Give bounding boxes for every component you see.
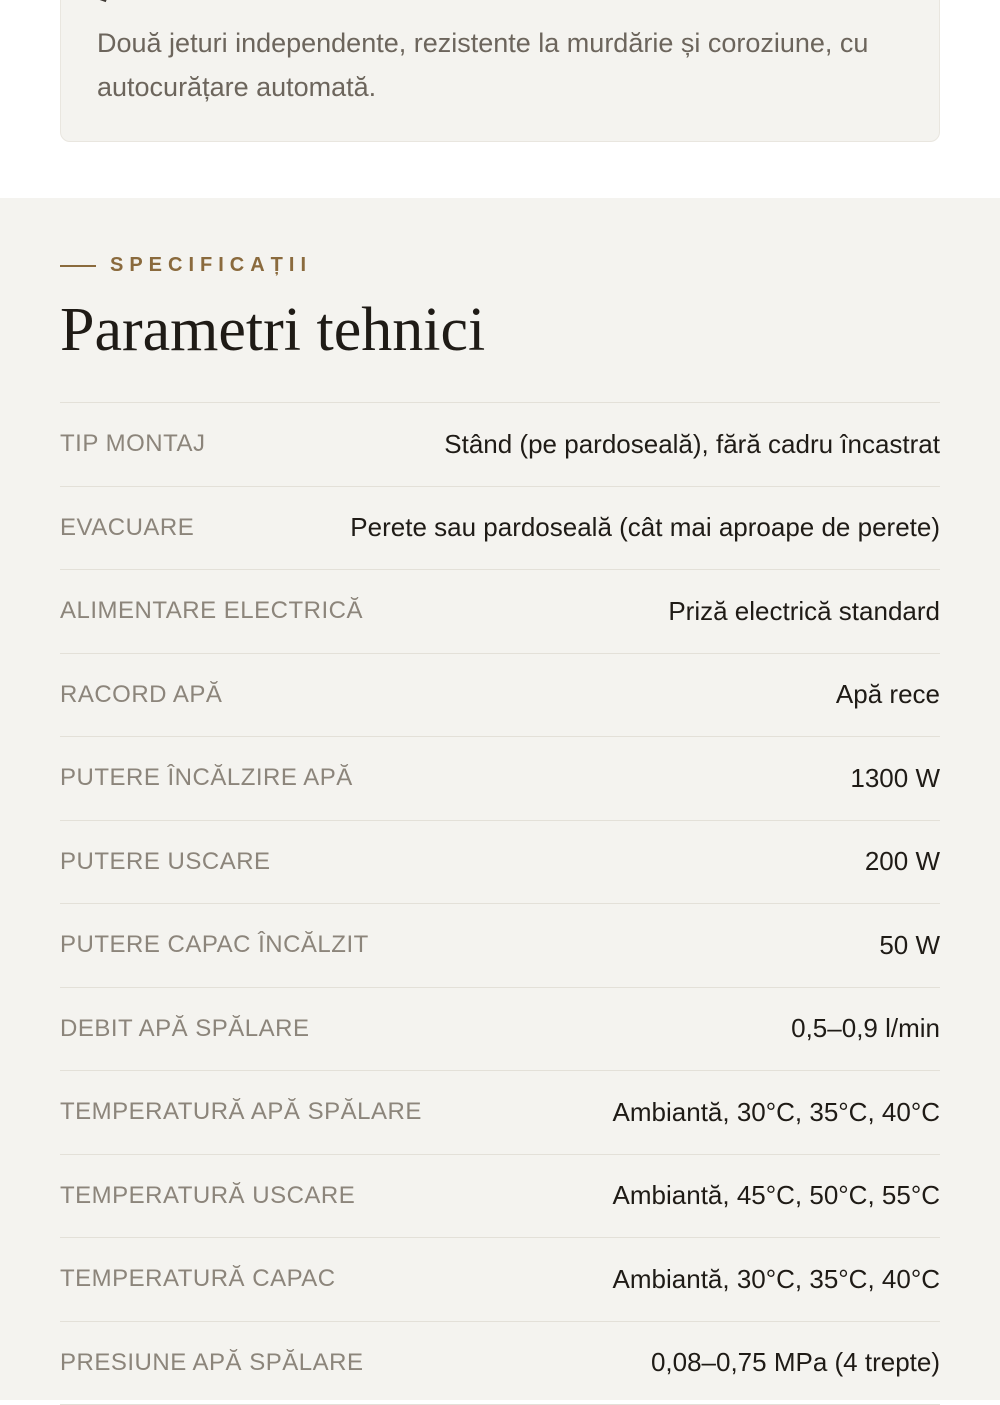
spec-value: 1300 W (850, 763, 940, 794)
spec-row (60, 904, 940, 988)
spec-label: PRESIUNE APĂ SPĂLARE (60, 1349, 363, 1377)
eyebrow-divider (60, 265, 96, 267)
spec-row (60, 570, 940, 654)
features-section (0, 0, 1000, 198)
spec-value: 0,08–0,75 MPa (4 trepte) (651, 1347, 940, 1378)
spec-row (60, 1322, 940, 1405)
spec-label: PUTERE ÎNCĂLZIRE APĂ (60, 764, 353, 792)
feature-card (60, 0, 940, 142)
spec-value: Stând (pe pardoseală), fără cadru încastrat (444, 429, 940, 460)
spec-row (60, 1071, 940, 1155)
spec-label: TEMPERATURĂ CAPAC (60, 1265, 336, 1293)
spec-label: EVACUARE (60, 514, 194, 542)
section-title: Parametri tehnici (60, 292, 485, 368)
feature-title-cropped (97, 0, 127, 5)
spec-label: TEMPERATURĂ USCARE (60, 1182, 355, 1210)
spec-label: ALIMENTARE ELECTRICĂ (60, 597, 363, 625)
eyebrow-label: SPECIFICAȚII (110, 254, 312, 277)
spec-row (60, 1155, 940, 1239)
spec-label: DEBIT APĂ SPĂLARE (60, 1015, 310, 1043)
spec-label: RACORD APĂ (60, 681, 222, 709)
spec-row (60, 737, 940, 821)
specifications-section (0, 198, 1000, 1400)
spec-value: 200 W (865, 846, 940, 877)
spec-value: 50 W (879, 930, 940, 961)
spec-row (60, 487, 940, 571)
spec-label: TIP MONTAJ (60, 430, 205, 458)
spec-row (60, 1238, 940, 1322)
spec-row (60, 821, 940, 905)
spec-label: PUTERE CAPAC ÎNCĂLZIT (60, 931, 369, 959)
feature-description: Două jeturi independente, rezistente la murdărie și coroziune, cu autocurățare automată. (97, 21, 917, 109)
spec-label: TEMPERATURĂ APĂ SPĂLARE (60, 1098, 422, 1126)
spec-value: Ambiantă, 30°C, 35°C, 40°C (613, 1097, 940, 1128)
spec-value: Apă rece (836, 679, 940, 710)
spec-value: Ambiantă, 45°C, 50°C, 55°C (613, 1180, 940, 1211)
spec-value: Perete sau pardoseală (cât mai aproape de perete) (350, 512, 940, 543)
spec-table (60, 402, 940, 1405)
spec-value: Priză electrică standard (668, 596, 940, 627)
spec-row (60, 988, 940, 1072)
spec-row (60, 654, 940, 738)
spec-label: PUTERE USCARE (60, 848, 271, 876)
section-eyebrow (60, 254, 312, 277)
spec-row (60, 403, 940, 487)
spec-value: 0,5–0,9 l/min (791, 1013, 940, 1044)
spec-value: Ambiantă, 30°C, 35°C, 40°C (613, 1264, 940, 1295)
